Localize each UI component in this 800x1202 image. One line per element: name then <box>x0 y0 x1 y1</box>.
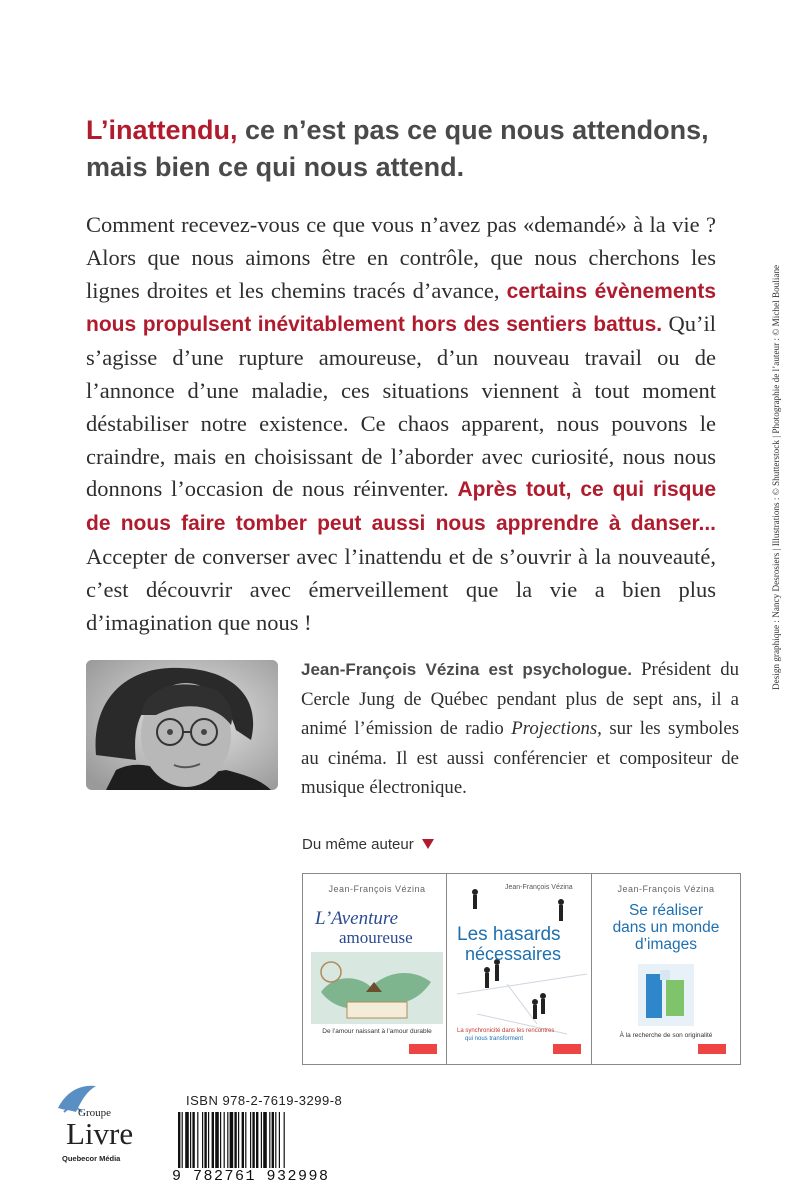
blurb-text-1: Comment recevez-vous ce que vous n’avez pas «demandé» à la vie ? Alors que nous aimons être en contrôle, que nous cherchons les lignes droites et les chemins tracés d’avance, <box>86 212 716 303</box>
headline <box>86 112 746 186</box>
book-title-2: dans un monde <box>612 919 720 936</box>
blurb-highlight-2: Après tout, ce qui risque de nous faire tomber peut aussi nous apprendre à danser... <box>86 478 716 536</box>
credits: Design graphique : Nancy Desrosiers | Illustrations : © Shutterstock | Photographie de l’auteur : © Michel Bouliane <box>771 264 781 690</box>
same-author-heading <box>302 836 434 853</box>
book-cover-realiser <box>591 873 741 1065</box>
author-bio <box>301 655 739 803</box>
blurb-highlight-1: certains évènements nous propulsent inévitablement hors des sentiers battus. <box>86 279 716 337</box>
headline-line1: ce n’est pas ce que nous attendons, <box>237 115 709 145</box>
blurb-paragraph <box>86 209 716 639</box>
book-subtitle: La synchronicité dans les rencontres <box>457 1028 555 1034</box>
barcode-bar <box>272 1112 274 1168</box>
blurb-text-2: Qu’il s’agisse d’une rupture amoureuse, d’un nouveau travail ou de l’annonce d’une maladie, ces situations viennent à tout moment déstabiliser notre existence. Ce chaos apparent, nous pouvons le craindre, mais en choisissant de l’aborder avec curiosité, nous nous donnons l’occasion de nous réinventer. <box>86 311 717 502</box>
barcode-bar <box>269 1112 270 1168</box>
publisher-logo <box>698 1044 726 1054</box>
barcode-bar <box>204 1112 206 1168</box>
barcode-bar <box>202 1112 203 1168</box>
logo-line2: Livre <box>66 1116 134 1151</box>
barcode-digits: 9 782761 932998 <box>172 1168 330 1185</box>
barcode-bar <box>220 1112 221 1168</box>
logo-line1: Groupe <box>78 1107 111 1119</box>
blurb-text-3: Accepter de converser avec l’inattendu et de s’ouvrir à la nouveauté, c’est découvrir avec émerveillement que la vie a bien plus d’imagination que nous ! <box>86 543 716 635</box>
barcode-bar <box>182 1112 183 1168</box>
book-title: L’Aventure <box>315 908 399 929</box>
book-author: Jean-François Vézina <box>328 884 426 894</box>
publisher-logo <box>553 1044 581 1054</box>
barcode-bar <box>275 1112 276 1168</box>
barcode-bar <box>185 1112 189 1168</box>
barcode-bar <box>192 1112 194 1168</box>
book-cover-hasards <box>446 873 596 1065</box>
triangle-down-icon <box>422 839 434 849</box>
book-title-block <box>592 902 740 953</box>
book-title-2: nécessaires <box>465 944 562 964</box>
barcode-bar <box>238 1112 239 1168</box>
publisher-logo-groupe-livre <box>52 1082 134 1182</box>
barcode-bar <box>279 1112 280 1168</box>
author-photo <box>86 660 278 790</box>
bio-text-2: sur les symboles au cinéma. Il est aussi conférencier et compositeur de musique électronique. <box>301 718 740 798</box>
barcode-bar <box>190 1112 191 1168</box>
book-title-2: amoureuse <box>339 928 413 947</box>
barcode-bar <box>261 1112 262 1168</box>
barcode-bar <box>178 1112 180 1168</box>
book-cover-aventure <box>302 873 452 1065</box>
same-author-label: Du même auteur <box>302 836 414 853</box>
barcode-bar <box>263 1112 267 1168</box>
book-title: Se réaliser <box>628 902 704 919</box>
barcode-bar <box>230 1112 234 1168</box>
logo-line3: Quebecor Média <box>62 1154 121 1163</box>
barcode-bar <box>215 1112 219 1168</box>
barcode-bar <box>245 1112 246 1168</box>
headline-highlight: L’inattendu, <box>86 115 238 145</box>
barcode-bar <box>242 1112 244 1168</box>
publisher-logo <box>409 1044 437 1054</box>
mirror-illustration <box>638 964 694 1026</box>
barcode-bar <box>250 1112 251 1168</box>
book-author: Jean-François Vézina <box>505 884 573 891</box>
barcode-bar <box>256 1112 258 1168</box>
barcode-bar <box>284 1112 285 1168</box>
headline-line2: mais bien ce qui nous attend. <box>86 152 465 182</box>
barcode <box>172 1112 332 1170</box>
book-subtitle: De l’amour naissant à l’amour durable <box>322 1028 432 1035</box>
book-author: Jean-François Vézina <box>617 884 715 894</box>
map-illustration <box>311 952 443 1024</box>
book-subtitle: À la recherche de son originalité <box>619 1032 713 1039</box>
barcode-bar <box>208 1112 209 1168</box>
book-subtitle-2: qui nous transforment <box>465 1036 524 1042</box>
bio-text-1: Président du Cercle Jung de Québec pendant plus de sept ans, il a animé l’émission de radio <box>301 659 739 739</box>
barcode-bar <box>212 1112 214 1168</box>
book-title: Les hasards <box>457 924 561 945</box>
barcode-bar <box>224 1112 225 1168</box>
book-title-3: d’images <box>634 936 698 953</box>
barcode-bar <box>234 1112 236 1168</box>
bio-italic: Projections, <box>511 718 602 739</box>
isbn: ISBN 978-2-7619-3299-8 <box>186 1093 343 1108</box>
barcode-bar <box>252 1112 254 1168</box>
bio-lead: Jean-François Vézina est psychologue. <box>301 660 632 679</box>
barcode-bar <box>227 1112 228 1168</box>
barcode-bar <box>197 1112 198 1168</box>
